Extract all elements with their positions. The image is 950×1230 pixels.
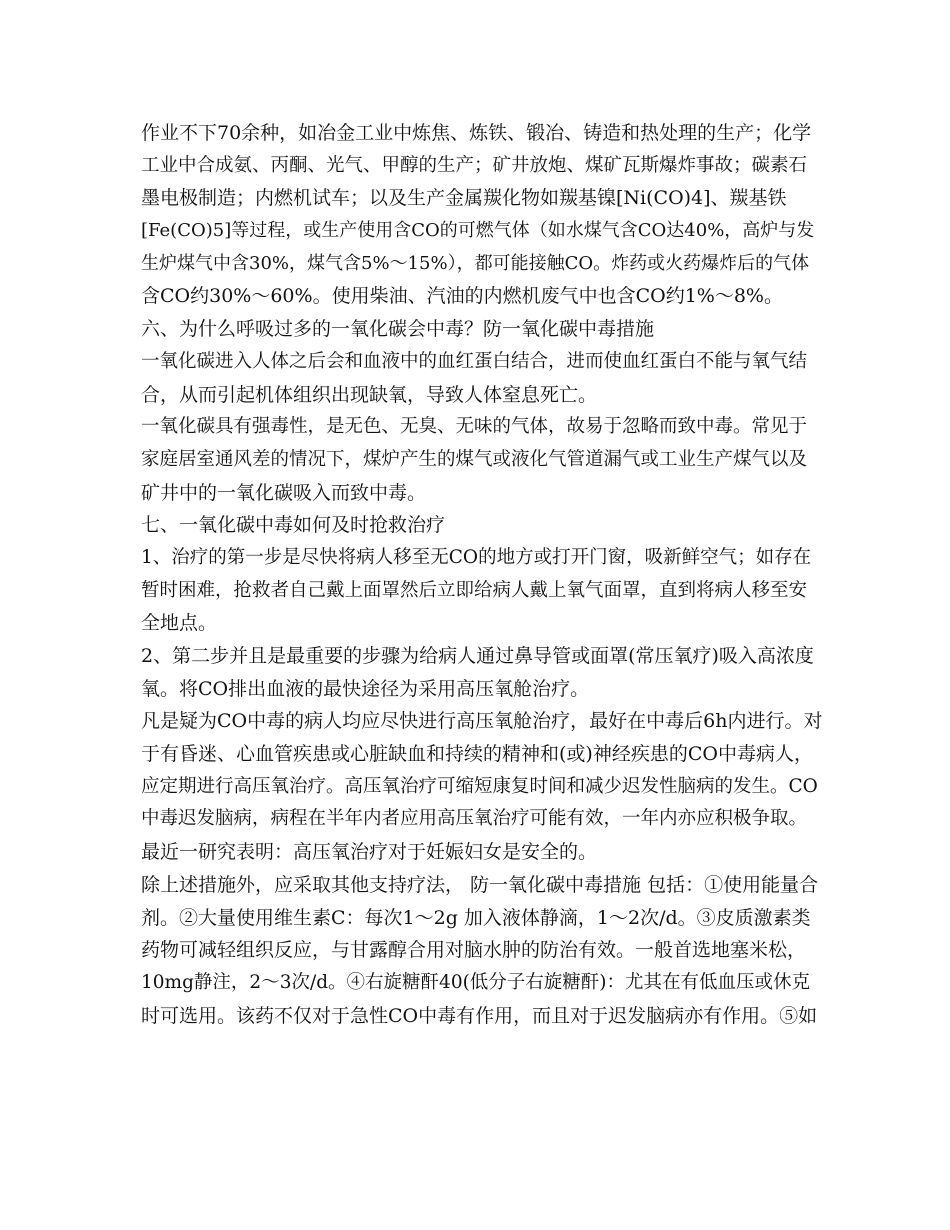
text-line: 作业不下70余种，如冶金工业中炼焦、炼铁、锻冶、铸造和热处理的生产；化学 — [141, 122, 812, 144]
text-line: 家庭居室通风差的情况下，煤炉产生的煤气或液化气管道漏气或工业生产煤气以及 — [141, 448, 808, 470]
text-line: 凡是疑为CO中毒的病人均应尽快进行高压氧舱治疗，最好在中毒后6h内进行。对 — [141, 710, 823, 733]
text-line: 六、为什么呼吸过多的一氧化碳会中毒？防一氧化碳中毒措施 — [141, 318, 655, 341]
text-line: 时可选用。该药不仅对于急性CO中毒有作用，而且对于迟发脑病亦有作用。⑤如 — [141, 1004, 818, 1027]
text-line: 生炉煤气中含30%，煤气含5%～15%），都可能接触CO。炸药或火药爆炸后的气体 — [141, 252, 810, 274]
text-line: 2、第二步并且是最重要的步骤为给病人通过鼻导管或面罩(常压氧疗)吸入高浓度 — [141, 645, 814, 667]
text-line: 矿井中的一氧化碳吸入而致中毒。 — [141, 481, 427, 504]
text-line: 于有昏迷、心血管疾患或心脏缺血和持续的精神和(或)神经疾患的CO中毒病人， — [141, 743, 813, 766]
text-line: 除上述措施外，应采取其他支持疗法， 防一氧化碳中毒措施 包括：①使用能量合 — [141, 873, 819, 896]
document-body — [141, 117, 821, 1032]
text-line: [Fe(CO)5]等过程，或生产使用含CO的可燃气体（如水煤气含CO达40%，高炉与发 — [141, 220, 815, 242]
text-line: 含CO约30%～60%。使用柴油、汽油的内燃机废气中也含CO约1%～8%。 — [141, 285, 783, 308]
text-line: 10mg静注，2～3次/d。④右旋糖酐40(低分子右旋糖酐)：尤其在有低血压或休克 — [141, 971, 811, 993]
text-line: 一氧化碳具有强毒性，是无色、无臭、无味的气体，故易于忽略而致中毒。常见于 — [141, 416, 808, 438]
text-line: 药物可减轻组织反应，与甘露醇合用对脑水肿的防治有效。一般首选地塞米松， — [141, 939, 807, 962]
text-line: 七、一氧化碳中毒如何及时抢救治疗 — [141, 514, 446, 537]
text-line: 最近一研究表明：高压氧治疗对于妊娠妇女是安全的。 — [141, 841, 598, 864]
text-line: 1、治疗的第一步是尽快将病人移至无CO的地方或打开门窗，吸新鲜空气；如存在 — [141, 546, 812, 568]
text-line: 应定期进行高压氧治疗。高压氧治疗可缩短康复时间和减少迟发性脑病的发生。CO — [141, 775, 818, 797]
text-line: 中毒迟发脑病，病程在半年内者应用高压氧治疗可能有效，一年内亦应积极争取。 — [141, 808, 808, 830]
text-line: 暂时困难，抢救者自己戴上面罩然后立即给病人戴上氧气面罩，直到将病人移至安 — [141, 579, 808, 601]
text-line: 工业中合成氨、丙酮、光气、甲醇的生产；矿井放炮、煤矿瓦斯爆炸事故；碳素石 — [141, 154, 808, 176]
text-line: 剂。②大量使用维生素C：每次1～2g 加入液体静滴，1～2次/d。③皮质激素类 — [141, 906, 811, 929]
text-line: 氧。将CO排出血液的最快途径为采用高压氧舱治疗。 — [141, 677, 590, 700]
text-line: 一氧化碳进入人体之后会和血液中的血红蛋白结合，进而使血红蛋白不能与氧气结 — [141, 350, 808, 372]
text-line: 合，从而引起机体组织出现缺氧，导致人体窒息死亡。 — [141, 383, 598, 406]
text-line: 全地点。 — [141, 612, 218, 635]
text-line: 墨电极制造；内燃机试车；以及生产金属羰化物如羰基镍[Ni(CO)4]、羰基铁 — [141, 187, 787, 210]
